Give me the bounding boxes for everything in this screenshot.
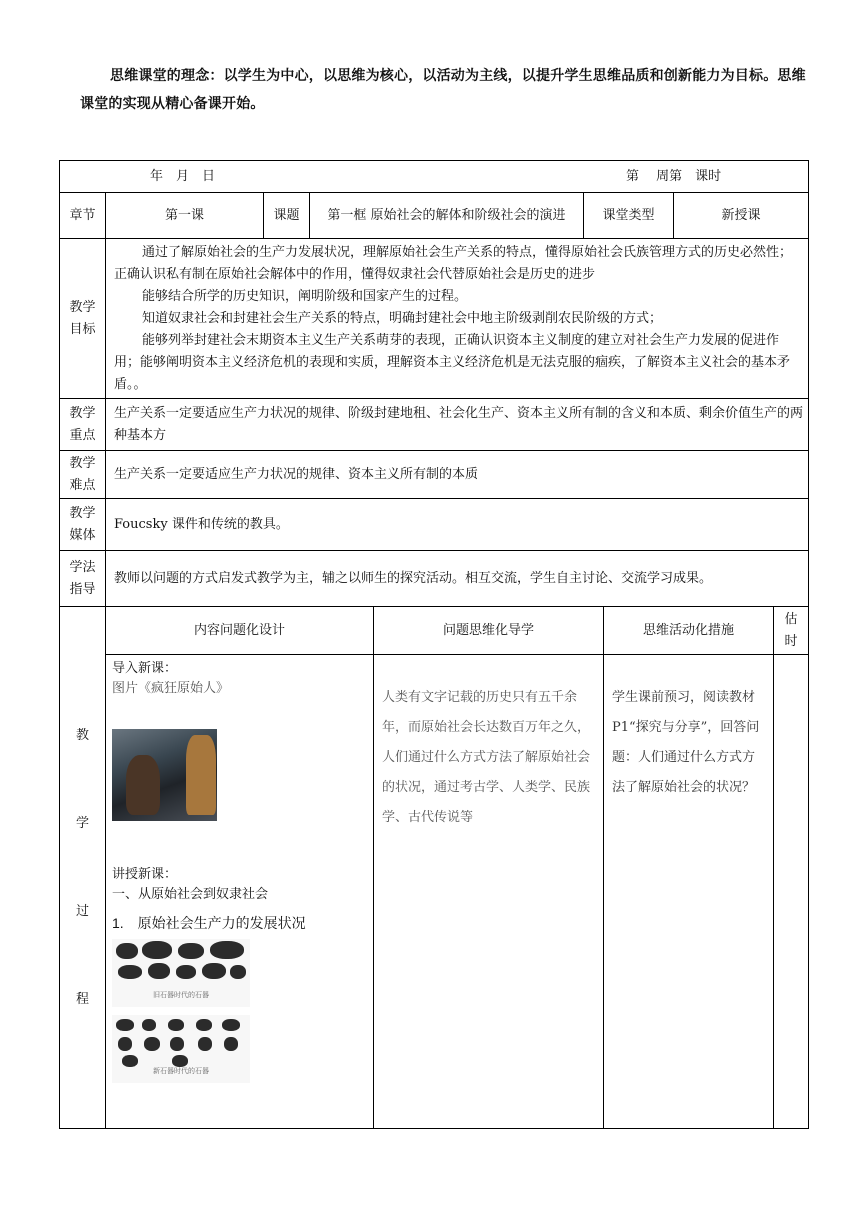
topic-value: 第一框 原始社会的解体和阶级社会的演进 [310, 193, 584, 239]
lesson-type-label: 课堂类型 [584, 193, 674, 239]
date-field: 年 月 日 [150, 168, 216, 184]
key-points-row [60, 399, 809, 451]
activity-text: 学生课前预习，阅读教材P1“探究与分享”，回答问题：人们通过什么方式方法了解原始社会的状况？ [612, 690, 760, 795]
goals-row [60, 239, 809, 399]
chapter-row [60, 193, 809, 239]
topic-label: 课题 [264, 193, 310, 239]
intro-title: 导入新课： [112, 661, 178, 676]
goal-paragraph: 通过了解原始社会的生产力发展状况，理解原始社会生产关系的特点，懂得原始社会氏族管理方式的历史必然性；正确认识私有制在原始社会解体中的作用，懂得奴隶社会代替原始社会是历史的进步 [114, 244, 793, 282]
time-cell [774, 655, 809, 1129]
period-field: 第 周第 课时 [626, 168, 722, 184]
guide-cell [374, 655, 604, 1129]
process-label [60, 607, 106, 1129]
method-label: 学法指导 [60, 551, 106, 607]
process-header-row [60, 607, 809, 655]
method-row [60, 551, 809, 607]
date-row [60, 161, 809, 193]
col-header-activity: 思维活动化措施 [604, 607, 774, 655]
old-stone-tools-image [112, 939, 250, 1007]
goal-paragraph: 能够结合所学的历史知识，阐明阶级和国家产生的过程。 [142, 288, 468, 304]
lesson-type-value: 新授课 [674, 193, 809, 239]
activity-cell [604, 655, 774, 1129]
section-title: 一、从原始社会到奴隶社会 [112, 887, 269, 902]
goal-paragraph: 知道奴隶社会和封建社会生产关系的特点，明确封建社会中地主阶级剥削农民阶级的方式； [142, 310, 663, 326]
lecture-title: 讲授新课： [112, 867, 178, 882]
col-header-content: 内容问题化设计 [106, 607, 374, 655]
goals-content [106, 239, 809, 399]
chapter-label: 章节 [60, 193, 106, 239]
intro-paragraph: 思维课堂的理念：以学生为中心，以思维为核心，以活动为主线，以提升学生思维品质和创新能力为目标。思维课堂的实现从精心备课开始。 [80, 68, 806, 112]
process-label-char: 教 [75, 727, 89, 743]
chapter-value: 第一课 [106, 193, 264, 239]
new-stone-tools-image [112, 1015, 250, 1083]
process-label-char: 学 [75, 815, 89, 831]
goals-label: 教学目标 [60, 239, 106, 399]
difficulty-row [60, 451, 809, 499]
method-text: 教师以问题的方式启发式教学为主，辅之以师生的探究活动。相互交流，学生自主讨论、交流学习成果。 [106, 551, 809, 607]
process-content-row [60, 655, 809, 1129]
media-label: 教学媒体 [60, 499, 106, 551]
guide-text: 人类有文字记载的历史只有五千余年，而原始社会长达数百万年之久，人们通过什么方式方法了解原始社会的状况，通过考古学、人类学、民族学、古代传说等 [382, 690, 591, 825]
key-points-label: 教学重点 [60, 399, 106, 451]
difficulty-label: 教学难点 [60, 451, 106, 499]
croods-image [112, 729, 217, 821]
col-header-guide: 问题思维化导学 [374, 607, 604, 655]
key-points-text: 生产关系一定要适应生产力状况的规律、阶级封建地租、社会化生产、资本主义所有制的含义和本质、剩余价值生产的两种基本方 [106, 399, 809, 451]
difficulty-text: 生产关系一定要适应生产力状况的规律、资本主义所有制的本质 [106, 451, 809, 499]
new-stone-caption: 新石器时代的石器 [153, 1067, 209, 1075]
goal-paragraph: 能够列举封建社会末期资本主义生产关系萌芽的表现，正确认识资本主义制度的建立对社会生产力发展的促进作用；能够阐明资本主义经济危机的表现和实质，理解资本主义经济危机是无法克服的痼疾，了解资本主义社会的基本矛盾。。 [114, 332, 791, 392]
lesson-plan-table [59, 160, 809, 1129]
col-header-time: 估时 [774, 607, 809, 655]
content-design-cell [106, 655, 374, 1129]
media-row [60, 499, 809, 551]
process-label-char: 程 [75, 991, 89, 1007]
media-text: Foucsky 课件和传统的教具。 [106, 499, 809, 551]
image-title: 图片《疯狂原始人》 [112, 681, 230, 696]
old-stone-caption: 旧石器时代的石器 [153, 991, 209, 999]
figure-shape [126, 755, 160, 815]
figure-shape [186, 735, 216, 815]
subsection-title: 1. 原始社会生产力的发展状况 [112, 915, 306, 931]
process-label-char: 过 [75, 903, 89, 919]
